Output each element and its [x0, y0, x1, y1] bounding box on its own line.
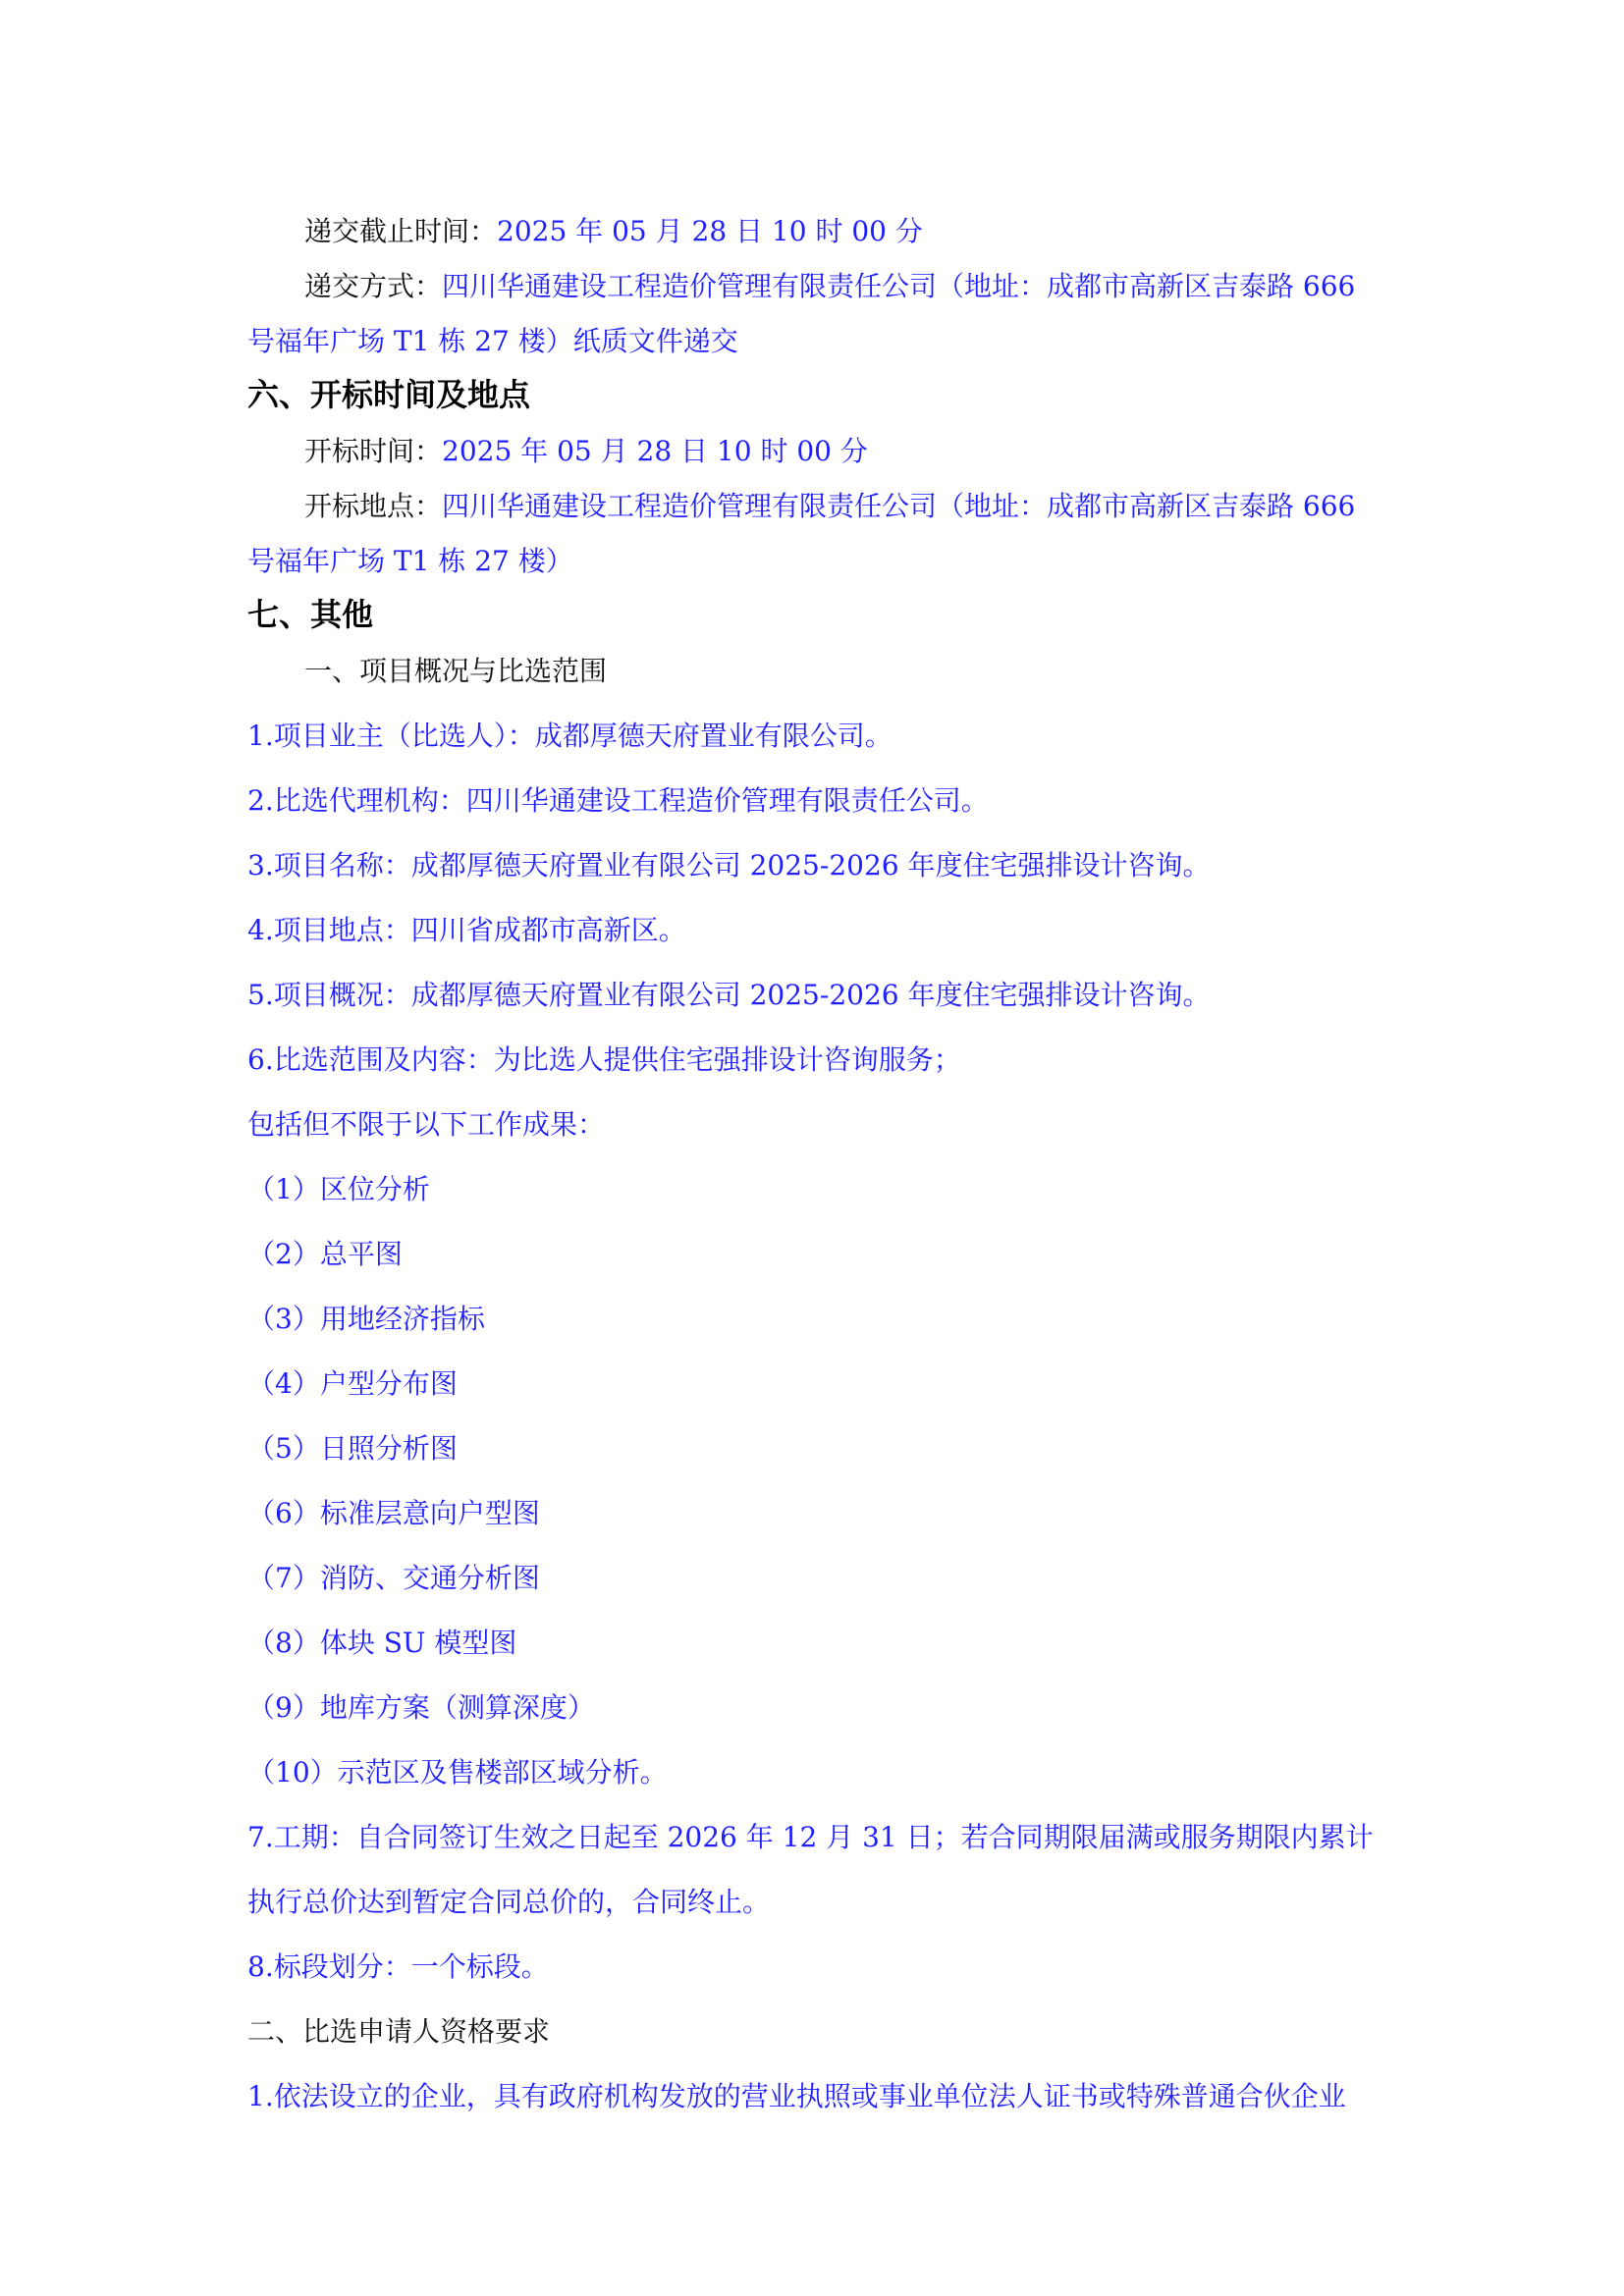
submission-method [304, 267, 1391, 306]
result-item: （4）户型分布图 [247, 1367, 458, 1400]
result-item: （5）日照分析图 [247, 1432, 458, 1465]
list-item: 2.比选代理机构：四川华通建设工程造价管理有限责任公司。 [247, 784, 989, 817]
result-item: （6）标准层意向户型图 [247, 1497, 540, 1529]
submission-method-label: 递交方式： [304, 270, 443, 302]
sub1-title: 一、项目概况与比选范围 [304, 655, 608, 687]
list-item: 包括但不限于以下工作成果： [247, 1108, 606, 1141]
result-item: （8）体块 SU 模型图 [247, 1627, 517, 1659]
opening-place-value-line2: 号福年广场 T1 栋 27 楼） [247, 545, 573, 577]
opening-place-value-line1: 四川华通建设工程造价管理有限责任公司（地址：成都市高新区吉泰路 666 [442, 490, 1356, 522]
lots: 8.标段划分：一个标段。 [247, 1950, 549, 1983]
opening-time-label: 开标时间： [304, 435, 443, 467]
period-line1: 7.工期：自合同签订生效之日起至 2026 年 12 月 31 日；若合同期限届满或服务期限内累计 [247, 1821, 1374, 1853]
sub2-title: 二、比选申请人资格要求 [247, 2015, 551, 2048]
submission-method-value-line1: 四川华通建设工程造价管理有限责任公司（地址：成都市高新区吉泰路 666 [442, 270, 1356, 302]
result-item: （7）消防、交通分析图 [247, 1562, 540, 1594]
submission-deadline [304, 212, 1391, 251]
result-item: （2）总平图 [247, 1238, 403, 1270]
opening-place-label: 开标地点： [304, 490, 443, 522]
list-item: 5.项目概况：成都厚德天府置业有限公司 2025-2026 年度住宅强排设计咨询。 [247, 979, 1211, 1011]
list-item: 1.项目业主（比选人）：成都厚德天府置业有限公司。 [247, 720, 893, 752]
section6-title: 六、开标时间及地点 [247, 376, 531, 413]
list-item: 4.项目地点：四川省成都市高新区。 [247, 914, 686, 946]
submission-method-value-line2: 号福年广场 T1 栋 27 楼）纸质文件递交 [247, 325, 738, 357]
result-item: （1）区位分析 [247, 1173, 430, 1205]
result-item: （3）用地经济指标 [247, 1303, 485, 1335]
list-item: 6.比选范围及内容：为比选人提供住宅强排设计咨询服务； [247, 1043, 961, 1076]
opening-place [304, 487, 1391, 526]
qualification-1: 1.依法设立的企业，具有政府机构发放的营业执照或事业单位法人证书或特殊普通合伙企业 [247, 2080, 1346, 2112]
submission-deadline-label: 递交截止时间： [304, 215, 498, 247]
opening-time-value: 2025 年 05 月 28 日 10 时 00 分 [442, 435, 868, 467]
result-item: （9）地库方案（测算深度） [247, 1691, 595, 1724]
result-item: （10）示范区及售楼部区域分析。 [247, 1756, 668, 1789]
opening-time [304, 432, 1391, 471]
submission-deadline-value: 2025 年 05 月 28 日 10 时 00 分 [497, 215, 923, 247]
section7-title: 七、其他 [247, 596, 374, 633]
list-item: 3.项目名称：成都厚德天府置业有限公司 2025-2026 年度住宅强排设计咨询。 [247, 849, 1211, 881]
period-line2: 执行总价达到暂定合同总价的，合同终止。 [247, 1886, 771, 1918]
